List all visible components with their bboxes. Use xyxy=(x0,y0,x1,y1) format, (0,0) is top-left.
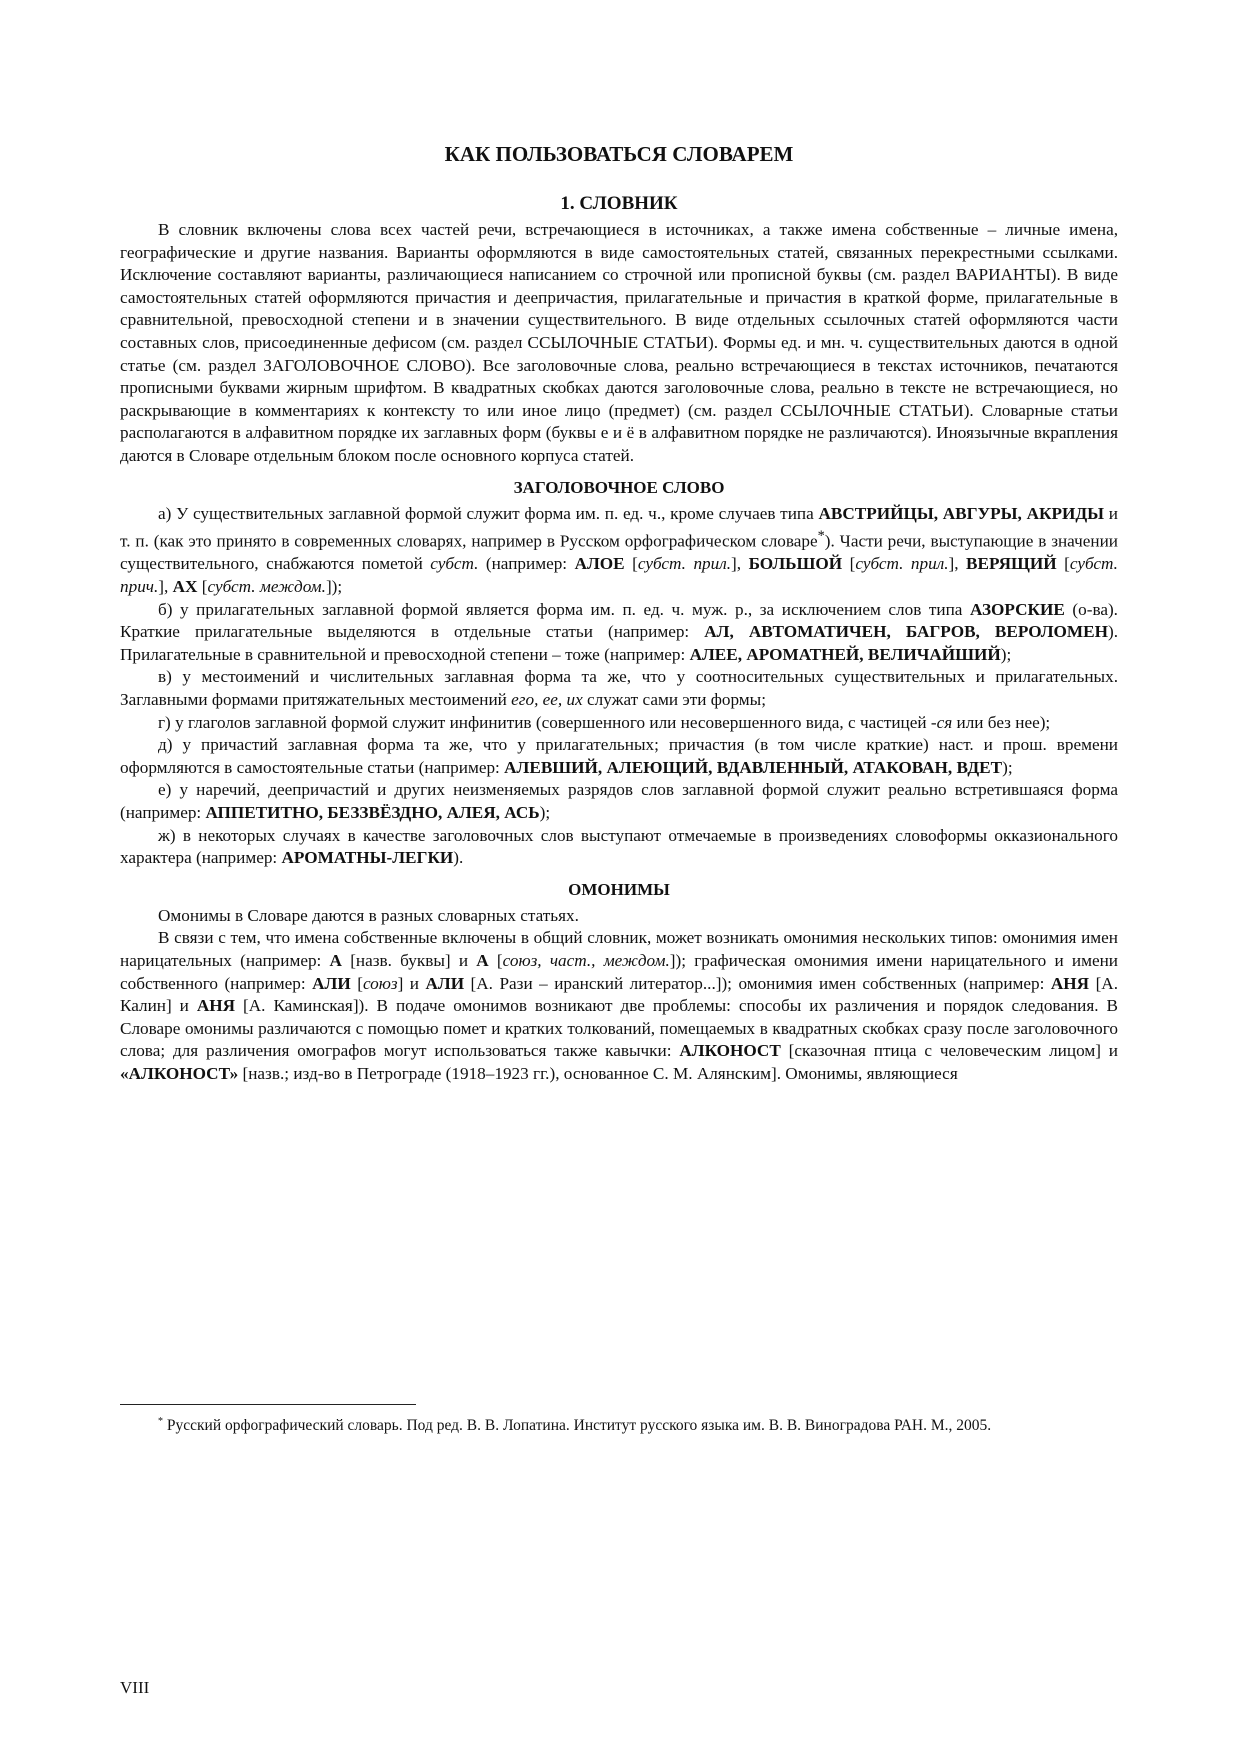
paragraph-v: в) у местоимений и числительных заглавная форма та же, что у соотносительных существительных и прилагательных. Заглавными формами притяжательных местоимений его, ее, их служат сами эти формы; xyxy=(120,667,1118,710)
section-heading-slovnik: 1. СЛОВНИК xyxy=(560,193,678,214)
paragraph-d: д) у причастий заглавная форма та же, что у прилагательных; причастия (в том числе краткие) наст. и прош. времени оформляются в самостоятельные статьи (например: АЛЕВШИЙ, АЛЕЮЩИЙ, ВДАВЛЕННЫЙ, АТАКОВАН, ВДЕТ); xyxy=(120,735,1118,777)
paragraph-g: г) у глаголов заглавной формой служит инфинитив (совершенного или несовершенного вида, с частицей -ся или без нее); xyxy=(158,712,1051,732)
page-title: КАК ПОЛЬЗОВАТЬСЯ СЛОВАРЕМ xyxy=(444,142,794,166)
paragraph-zh: ж) в некоторых случаях в качестве заголовочных слов выступают отмечаемые в произведениях словоформы окказионального характера (например: АРОМАТНЫ-ЛЕГКИ). xyxy=(120,825,1118,868)
section-heading-headword: ЗАГОЛОВОЧНОЕ СЛОВО xyxy=(513,477,725,497)
paragraph-e: е) у наречий, деепричастий и других неизменяемых разрядов слов заглавной формой служит реально встретившаяся форма (например: АППЕТИТНО, БЕЗЗВЁЗДНО, АЛЕЯ, АСЬ); xyxy=(120,780,1118,822)
paragraph-slovnik: В словник включены слова всех частей речи, встречающиеся в источниках, а также имена собственные – личные имена, географические и другие названия. Варианты оформляются в виде самостоятельных статей, связанных перекрестными ссылками. Исключение составляют варианты, различающиеся написанием со строчной или прописной буквы (см. раздел ВАРИАНТЫ). В виде самостоятельных статей оформляются причастия и деепричастия, прилагательные и причастия в краткой форме, прилагательные в сравнительной, превосходной степени и в значении существительного. В виде отдельных ссылочных статей оформляются части составных слов, присоединенные дефисом (см. раздел ССЫЛОЧНЫЕ СТАТЬИ). Формы ед. и мн. ч. существительных даются в одной статье (см. раздел ЗАГОЛОВОЧНОЕ СЛОВО). Все заголовочные слова, реально встречающиеся в текстах источников, печатаются прописными буквами жирным шрифтом. В квадратных скобках даются заголовочные слова, реально в тексте не встречающиеся, но раскрывающие в комментариях к контексту то или иное лицо (предмет) (см. раздел ССЫЛОЧНЫЕ СТАТЬИ). Словарные статьи располагаются в алфавитном порядке их заглавных форм (буквы е и ё в алфавитном порядке не различаются). Иноязычные вкрапления даются в Словаре отдельным блоком после основного корпуса статей. xyxy=(120,220,1118,465)
paragraph-a: а) У существительных заглавной формой служит форма им. п. ед. ч., кроме случаев типа АВСТРИЙЦЫ, АВГУРЫ, АКРИДЫ и т. п. (как это принято в современных словарях, например в Русском орфографическом словаре*). Части речи, выступающие в значении существительного, снабжаются пометой субст. (например: АЛОЕ [субст. прил.], БОЛЬШОЙ [субст. прил.], ВЕРЯЩИЙ [субст. прич.], АХ [субст. междом.]); xyxy=(120,503,1118,597)
paragraph-b: б) у прилагательных заглавной формой является форма им. п. ед. ч. муж. р., за исключением слов типа АЗОРСКИЕ (о-ва). Краткие прилагательные выделяются в отдельные статьи (например: АЛ, АВТОМАТИЧЕН, БАГРОВ, ВЕРОЛОМЕН). Прилагательные в сравнительной и превосходной степени – тоже (например: АЛЕЕ, АРОМАТНЕЙ, ВЕЛИЧАЙШИЙ); xyxy=(120,599,1118,664)
footnote-divider xyxy=(120,1404,416,1405)
section-heading-homonyms: ОМОНИМЫ xyxy=(568,879,670,899)
footnote: * Русский орфографический словарь. Под ред. В. В. Лопатина. Институт русского языка им. В. В. Виноградова РАН. М., 2005. xyxy=(158,1416,992,1435)
footnote-mark: * xyxy=(817,528,825,545)
paragraph-homonyms-1: Омонимы в Словаре даются в разных словарных статьях. xyxy=(158,905,579,925)
page-number: VIII xyxy=(120,1678,150,1697)
paragraph-homonyms-2: В связи с тем, что имена собственные включены в общий словник, может возникать омонимия нескольких типов: омонимия имен нарицательных (например: А [назв. буквы] и А [союз, част., междом.]); графическая омонимия имени нарицательного и имени собственного (например: АЛИ [союз] и АЛИ [А. Рази – иранский литератор...]); омонимия имен собственных (например: АНЯ [А. Калин] и АНЯ [А. Каминская]). В подаче омонимов возникают две проблемы: способы их различения и порядок следования. В Словаре омонимы различаются с помощью помет и кратких толкований, помещаемых в квадратных скобках сразу после заголовочного слова; для различения омографов могут использоваться также кавычки: АЛКОНОСТ [сказочная птица с человеческим лицом] и «АЛКОНОСТ» [назв.; изд-во в Петрограде (1918–1923 гг.), основанное С. М. Алянским]. Омонимы, являющиеся xyxy=(120,928,1119,1083)
page-content xyxy=(120,142,1118,1086)
